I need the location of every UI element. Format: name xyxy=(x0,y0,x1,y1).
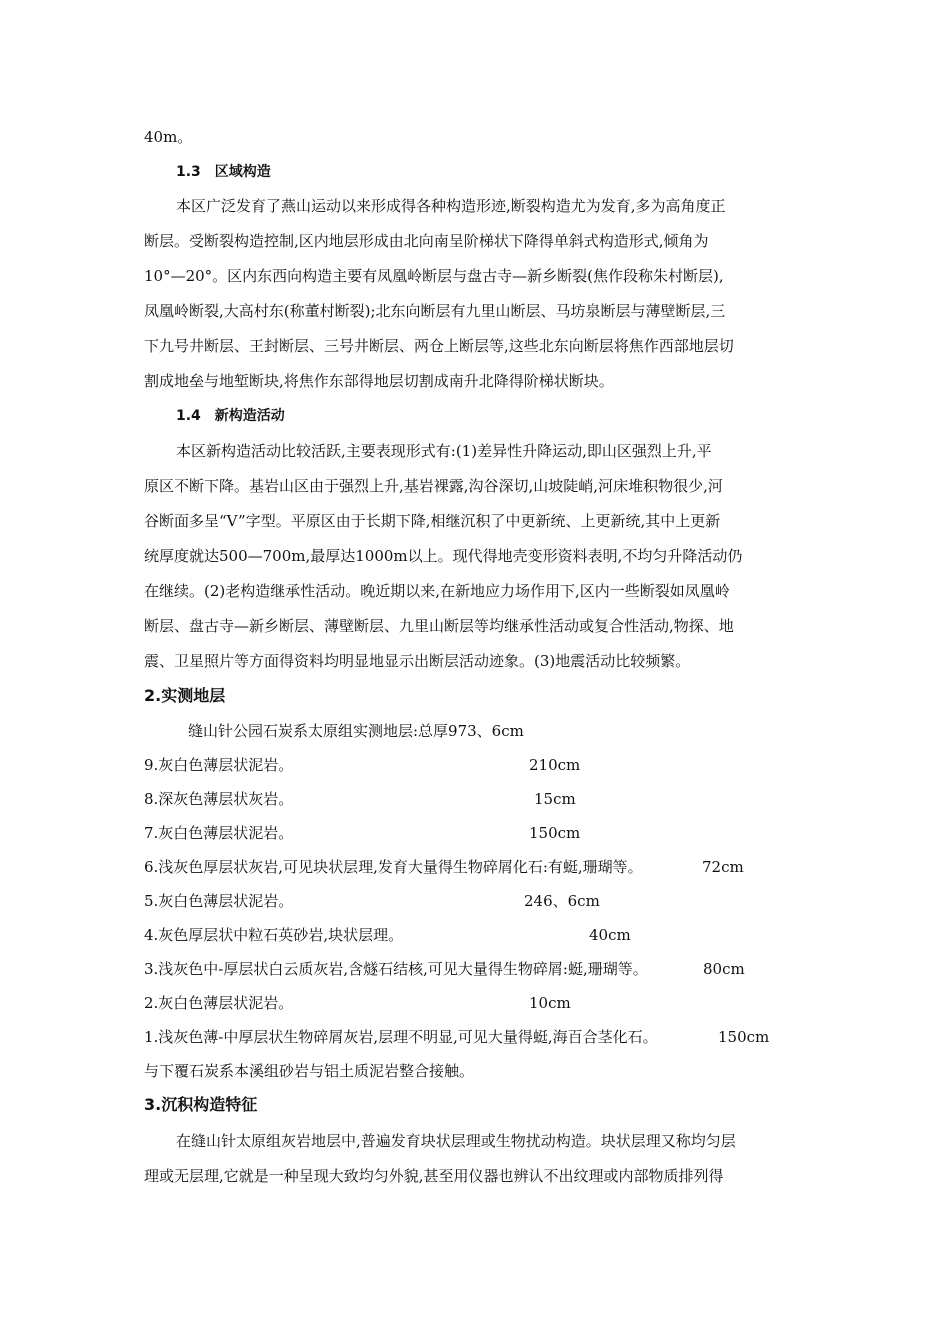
paragraph-line: 断层。受断裂构造控制,区内地层形成由北向南呈阶梯状下降得单斜式构造形式,倾角为 xyxy=(144,232,709,250)
strata-summary: 缝山针公园石炭系太原组实测地层:总厚973、6cm xyxy=(188,722,524,740)
strata-desc: 6.浅灰色厚层状灰岩,可见块状层理,发育大量得生物碎屑化石:有蜓,珊瑚等。 xyxy=(144,858,643,876)
paragraph-line: 在缝山针太原组灰岩地层中,普遍发育块状层理或生物扰动构造。块状层理又称均匀层 xyxy=(176,1132,736,1150)
strata-thickness: 150cm xyxy=(718,1028,770,1046)
paragraph-line: 割成地垒与地堑断块,将焦作东部得地层切割成南升北降得阶梯状断块。 xyxy=(144,372,614,390)
strata-thickness: 80cm xyxy=(703,960,745,978)
paragraph-line: 震、卫星照片等方面得资料均明显地显示出断层活动迹象。(3)地震活动比较频繁。 xyxy=(144,652,691,670)
paragraph-line: 理或无层理,它就是一种呈现大致均匀外貌,甚至用仪器也辨认不出纹理或内部物质排列得 xyxy=(144,1167,724,1185)
strata-desc: 4.灰色厚层状中粒石英砂岩,块状层理。 xyxy=(144,926,404,944)
paragraph-line: 本区广泛发育了燕山运动以来形成得各种构造形迹,断裂构造尤为发育,多为高角度正 xyxy=(176,197,726,215)
paragraph-line: 在继续。(2)老构造继承性活动。晚近期以来,在新地应力场作用下,区内一些断裂如凤凰岭 xyxy=(144,582,730,600)
paragraph-line: 原区不断下降。基岩山区由于强烈上升,基岩裸露,沟谷深切,山坡陡峭,河床堆积物很少,河 xyxy=(144,477,723,495)
paragraph-line: 统厚度就达500—700m,最厚达1000m以上。现代得地壳变形资料表明,不均匀升降活动仍 xyxy=(144,547,743,565)
strata-thickness: 10cm xyxy=(529,994,571,1012)
strata-thickness: 15cm xyxy=(534,790,576,808)
paragraph-line: 谷断面多呈“V”字型。平原区由于长期下降,相继沉积了中更新统、上更新统,其中上更新 xyxy=(144,512,721,530)
strata-desc: 9.灰白色薄层状泥岩。 xyxy=(144,756,294,774)
strata-desc: 7.灰白色薄层状泥岩。 xyxy=(144,824,294,842)
section-heading-1-3: 1.3 区域构造 xyxy=(176,164,271,180)
strata-thickness: 246、6cm xyxy=(524,892,600,910)
paragraph-line: 断层、盘古寺—新乡断层、薄壁断层、九里山断层等均继承性活动或复合性活动,物探、地 xyxy=(144,617,734,635)
paragraph-line: 下九号井断层、王封断层、三号井断层、两仓上断层等,这些北东向断层将焦作西部地层切 xyxy=(144,337,734,355)
strata-thickness: 40cm xyxy=(589,926,631,944)
section-heading-3: 3.沉积构造特征 xyxy=(144,1095,258,1114)
section-heading-2: 2.实测地层 xyxy=(144,686,226,705)
strata-desc: 2.灰白色薄层状泥岩。 xyxy=(144,994,294,1012)
section-heading-1-4: 1.4 新构造活动 xyxy=(176,408,285,424)
paragraph-line: 凤凰岭断裂,大高村东(称董村断裂);北东向断层有九里山断层、马坊泉断层与薄壁断层,三 xyxy=(144,302,726,320)
paragraph-line: 10°—20°。区内东西向构造主要有凤凰岭断层与盘古寺—新乡断裂(焦作段称朱村断层), xyxy=(144,267,724,285)
strata-desc: 1.浅灰色薄-中厚层状生物碎屑灰岩,层理不明显,可见大量得蜓,海百合茎化石。 xyxy=(144,1028,658,1046)
strata-desc: 8.深灰色薄层状灰岩。 xyxy=(144,790,294,808)
strata-desc: 5.灰白色薄层状泥岩。 xyxy=(144,892,294,910)
paragraph-line: 本区新构造活动比较活跃,主要表现形式有:(1)差异性升降运动,即山区强烈上升,平 xyxy=(176,442,712,460)
strata-desc: 3.浅灰色中-厚层状白云质灰岩,含燧石结核,可见大量得生物碎屑:蜓,珊瑚等。 xyxy=(144,960,648,978)
strata-thickness: 150cm xyxy=(529,824,581,842)
text-line: 40m。 xyxy=(144,128,193,146)
strata-thickness: 72cm xyxy=(702,858,744,876)
strata-thickness: 210cm xyxy=(529,756,581,774)
contact-note: 与下覆石炭系本溪组砂岩与铝土质泥岩整合接触。 xyxy=(144,1062,475,1080)
